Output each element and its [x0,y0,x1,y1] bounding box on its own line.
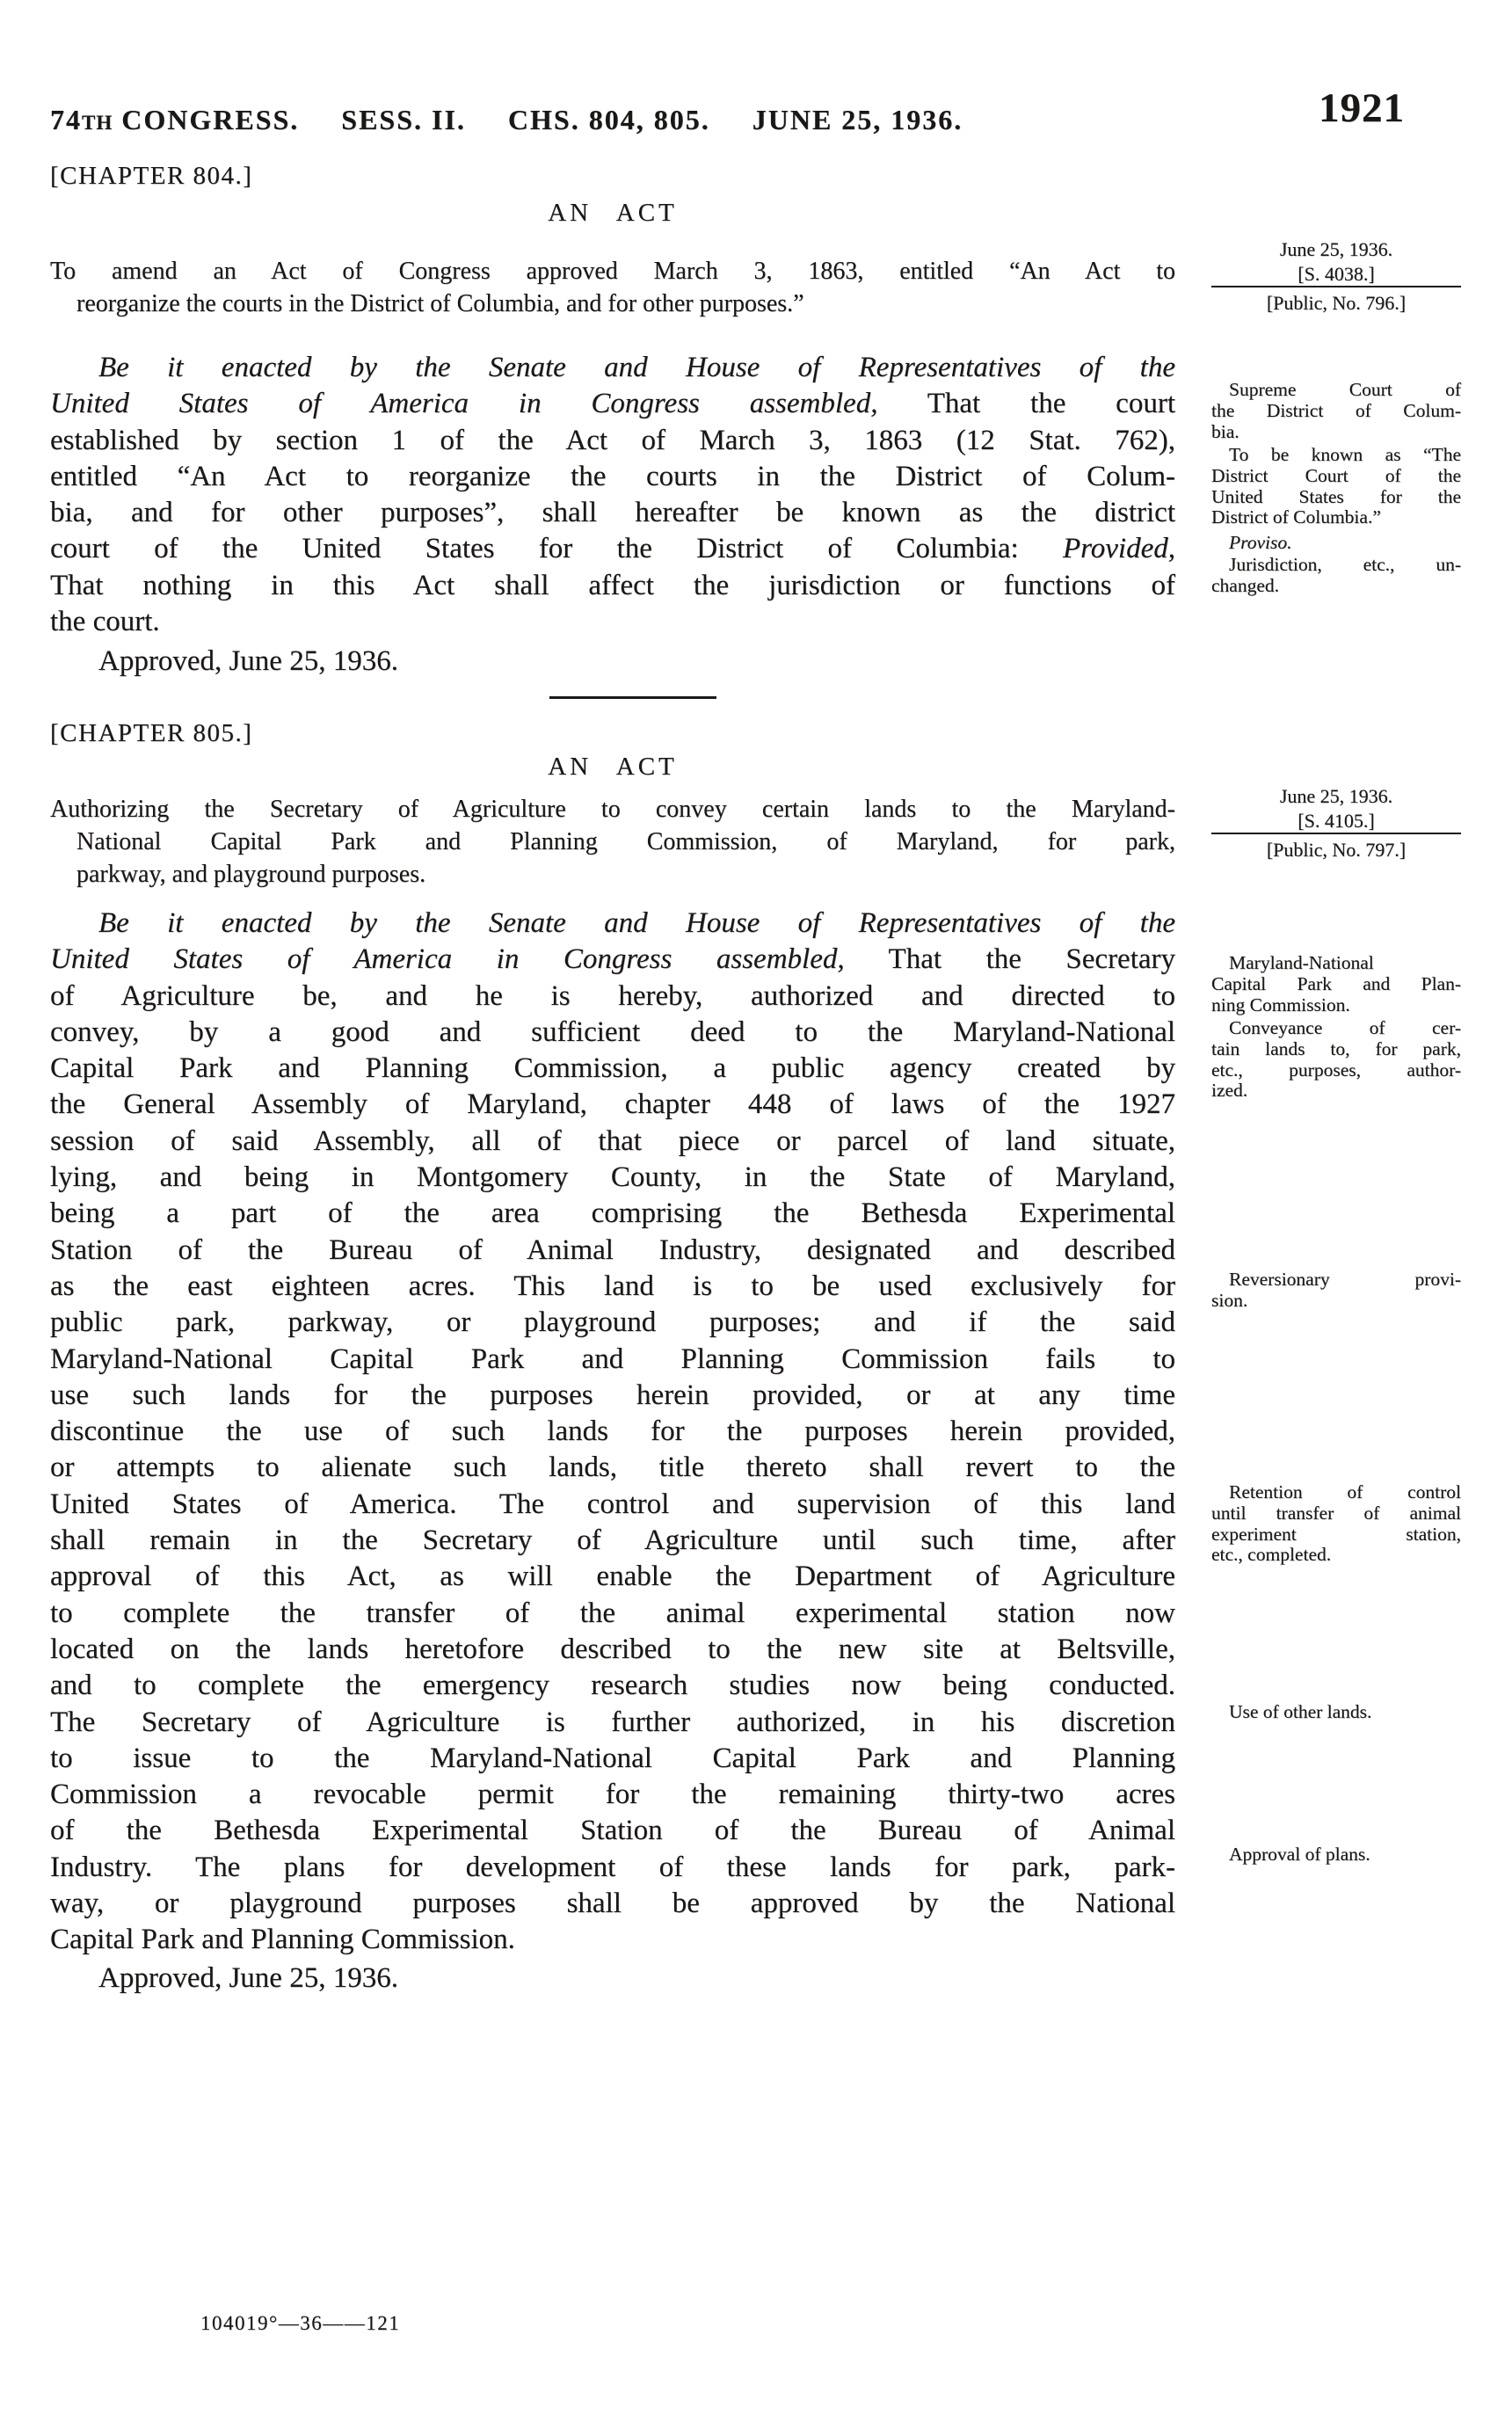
chapters-label: CHS. 804, 805. [507,104,710,135]
chapter-805-act-title: Authorizing the Secretary of Agriculture to convey certain lands to the Maryland- National Capital Park and Planning Commission, of Maryland, for park, parkway, and playground purposes. [50,796,1175,888]
sidenote-proviso: Proviso. [1229,532,1292,553]
running-head [50,104,963,136]
page-number: 1921 [1319,85,1405,131]
sidenote-bill-number: [S. 4105.] [1211,809,1461,834]
chapter-804-body: Be it enacted by the Senate and House of Representatives of the United States of America in Congress assembled, That the court established by section 1 of the Act of March 3, 1863 (12 Stat. 762), entitled “An Act to reorganize the courts in the District of Colum- bia, and for other purposes”, shall hereafter be known as the district court of the United States for the District of Columbia: Provided, That nothing in this Act shall affect the jurisdiction or functions of the court. [50,352,1175,638]
sidenote-reversionary-provision: Reversionary provi- sion. [1211,1269,1461,1311]
chapter-805-heading: [CHAPTER 805.] [50,719,253,747]
congress-ordinal: TH [82,112,113,134]
head-date-label: JUNE 25, 1936. [752,104,963,135]
chapter-804-approved-line: Approved, June 25, 1936. [98,645,398,677]
sidenote-supreme-court: Supreme Court of the District of Colum- bia. [1211,379,1461,442]
sidenote-commission: Maryland-National Capital Park and Plan- ning Commission. [1211,952,1461,1015]
sidenote-use-of-other-lands: Use of other lands. [1229,1701,1372,1722]
sidenote-conveyance: Conveyance of cer- tain lands to, for park, etc., purposes, author- ized. [1211,1017,1461,1102]
congress-number: 74 [50,104,82,135]
chapter-804-date-sidenote [1211,237,1461,315]
congress-word: CONGRESS. [121,104,300,135]
sidenote-public-law-number: [Public, No. 796.] [1266,292,1407,314]
chapter-805-body: Be it enacted by the Senate and House of Representatives of the United States of America in Congress assembled, That the Secretary of Agriculture be, and he is hereby, authorized and directed to convey, by a good and sufficient deed to the Maryland-National Capital Park and Planning Commission, a public agency created by the General Assembly of Maryland, chapter 448 of laws of the 1927 session of said Assembly, all of that piece or parcel of land situate, lying, and being in Montgomery County, in the State of Maryland, being a part of the area comprising the Bethesda Experimental Station of the Bureau of Animal Industry, designated and described as the east eighteen acres. This land is to be used exclusively for public park, parkway, or playground purposes; and if the said Maryland-National Capital Park and Planning Commission fails to use such lands for the purposes herein provided, or at any time discontinue the use of such lands for the purposes herein provided, or attempts to alienate such lands, title thereto shall revert to the United States of America. The control and supervision of this land shall remain in the Secretary of Agriculture until such time, after approval of this Act, as will enable the Department of Agriculture to complete the transfer of the animal experimental station now located on the lands heretofore described to the new site at Beltsville, and to complete the emergency research studies now being conducted. The Secretary of Agriculture is further authorized, in his discretion to issue to the Maryland-National Capital Park and Planning Commission a revocable permit for the remaining thirty-two acres of the Bethesda Experimental Station of the Bureau of Animal Industry. The plans for development of these lands for park, park- way, or playground purposes shall be approved by the National Capital Park and Planning Commission. [50,907,1176,1956]
congress-label [50,104,299,136]
chapter-804-an-act-heading: AN ACT [548,199,678,227]
sidenote-to-be-known-as: To be known as “The District Court of the United States for the District of Columbia.” [1211,444,1461,528]
sidenote-public-law-number: [Public, No. 797.] [1266,839,1407,861]
sidenote-retention-of-control: Retention of control until transfer of animal experiment station, etc., completed. [1211,1481,1461,1566]
chapter-805-an-act-heading: AN ACT [548,753,678,781]
sidenote-date: June 25, 1936. [1279,785,1393,807]
sidenote-jurisdiction-unchanged: Jurisdiction, etc., un- changed. [1211,554,1461,596]
print-signature-mark: 104019°—36——121 [200,2312,401,2334]
sidenote-approval-of-plans: Approval of plans. [1229,1844,1370,1865]
sidenote-bill-number: [S. 4038.] [1211,262,1461,287]
chapter-805-approved-line: Approved, June 25, 1936. [98,1962,398,1994]
section-divider-rule [549,696,716,699]
sidenote-date: June 25, 1936. [1279,238,1393,260]
chapter-805-date-sidenote [1211,784,1461,862]
chapter-804-heading: [CHAPTER 804.] [50,162,253,190]
chapter-804-act-title: To amend an Act of Congress approved March 3, 1863, entitled “An Act to reorganize the courts in the District of Columbia, and for other purposes.” [50,258,1175,317]
session-label: SESS. II. [341,104,466,135]
